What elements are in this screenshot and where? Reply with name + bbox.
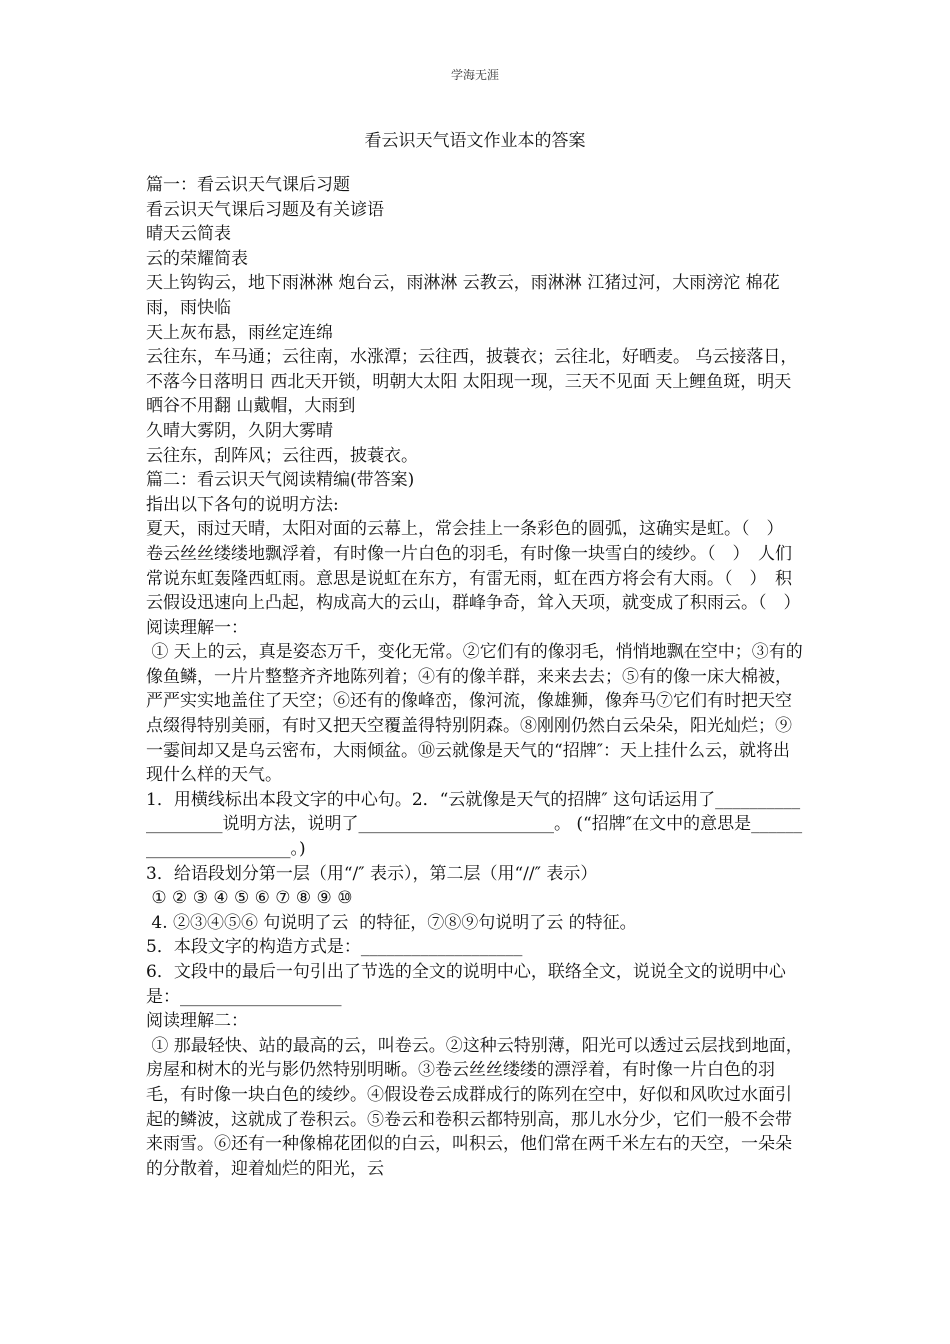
paragraph: 云往东，刮阵风；云往西，披蓑衣。	[146, 445, 418, 466]
paragraph: 阅读理解一：	[146, 617, 248, 638]
paragraph: 阅读理解二：	[146, 1011, 248, 1032]
paragraph: 云往东，车马通；云往南，水涨潭；云往西，披蓑衣；云往北，好晒麦。 乌云接落日，不落今日落明日 西北天开锁，明朝大太阳 太阳现一现，三天不见面 天上鲤鱼斑，明天晒谷不用翻 山戴帽，大雨到	[146, 347, 798, 417]
paragraph: 看云识天气课后习题及有关谚语	[146, 199, 384, 220]
paragraph: 3．给语段划分第一层（用“/″ 表示），第二层（用“//″ 表示）	[146, 863, 598, 884]
paragraph: 夏天，雨过天晴，太阳对面的云幕上，常会挂上一条彩色的圆弧，这确实是虹。（ ） 卷云丝丝缕缕地飘浮着，有时像一片白色的羽毛，有时像一块雪白的绫纱。（ ） 人们常说东虹轰隆西虹雨。意思是说虹在东方，有雷无雨，虹在西方将会有大雨。（ ） 积云假设迅速向上凸起，构成高大的云山，群峰争奇，耸入天项，就变成了积雨云。（ ）	[146, 519, 801, 614]
paragraph: 晴天云简表	[146, 224, 231, 245]
document-body	[146, 173, 806, 1181]
paragraph: ① ② ③ ④ ⑤ ⑥ ⑦ ⑧ ⑨ ⑩	[146, 888, 353, 909]
paragraph: 1．用横线标出本段文字的中心句。2．“云就像是天气的招牌″ 这句话运用了___________________说明方法，说明了_______________________。 (“招牌″在文中的意思是_______________________。)	[146, 789, 803, 860]
paragraph: 篇一：看云识天气课后习题	[146, 175, 350, 195]
paragraph: 5．本段文字的构造方式是：___________________	[146, 937, 523, 958]
paragraph: 6．文段中的最后一句引出了节选的全文的说明中心，联络全文，说说全文的说明中心是：___________________	[146, 962, 786, 1007]
paragraph: 篇二：看云识天气阅读精编(带答案)	[146, 470, 415, 491]
paragraph: ① 天上的云，真是姿态万千，变化无常。②它们有的像羽毛，悄悄地飘在空中；③有的像鱼鳞，一片片整整齐齐地陈列着；④有的像羊群，来来去去；⑤有的像一床大棉被，严严实实地盖住了天空；⑥还有的像峰峦，像河流，像雄狮，像奔马⑦它们有时把天空点缀得特别美丽，有时又把天空覆盖得特别阴森。⑧刚刚仍然白云朵朵，阳光灿烂；⑨一霎间却又是乌云密布，大雨倾盆。⑩云就像是天气的“招牌″：天上挂什么云，就将出现什么样的天气。	[146, 642, 803, 786]
paragraph: 指出以下各句的说明方法:	[146, 494, 339, 515]
paragraph: ① 那最轻快、站的最高的云，叫卷云。②这种云特别薄，阳光可以透过云层找到地面，房屋和树木的光与影仍然特别明晰。③卷云丝丝缕缕的漂浮着，有时像一片白色的羽毛，有时像一块白色的绫纱。④假设卷云成群成行的陈列在空中，好似和风吹过水面引起的鳞波，这就成了卷积云。⑤卷云和卷积云都特别高，那儿水分少，它们一般不会带来雨雪。⑥还有一种像棉花团似的白云，叫积云，他们常在两千米左右的天空，一朵朵的分散着，迎着灿烂的阳光，云	[146, 1035, 803, 1179]
paragraph: 天上钩钩云，地下雨淋淋 炮台云，雨淋淋 云教云，雨淋淋 江猪过河，大雨滂沱 棉花雨，雨快临	[146, 273, 780, 318]
paragraph: 天上灰布悬，雨丝定连绵	[146, 322, 333, 343]
paragraph: 4. ②③④⑤⑥ 句说明了云 的特征，⑦⑧⑨句说明了云 的特征。	[146, 912, 637, 933]
paragraph: 云的荣耀简表	[146, 248, 248, 269]
paragraph: 久晴大雾阴，久阴大雾晴	[146, 420, 333, 441]
page-header: 学海无涯	[450, 68, 499, 82]
document-title: 看云识天气语文作业本的答案	[364, 131, 586, 151]
